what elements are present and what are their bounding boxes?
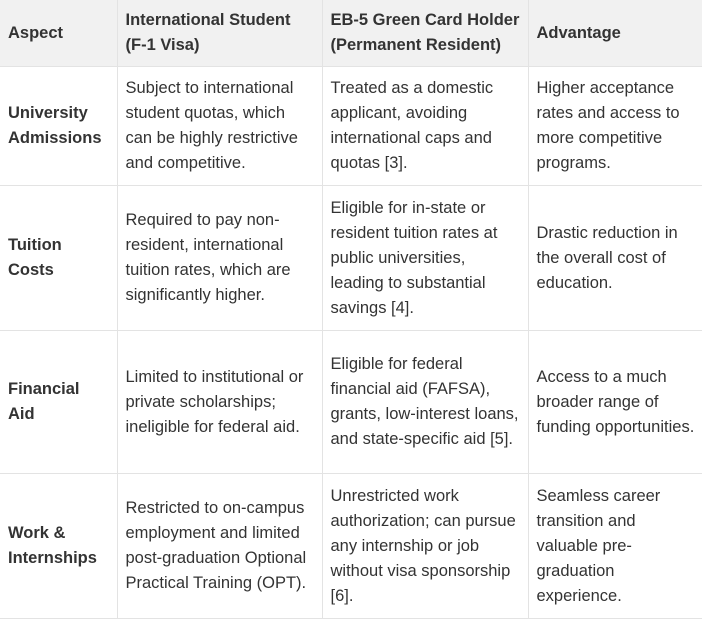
table-header — [0, 0, 702, 67]
cell-eb5: Unrestricted work authorization; can pursue any internship or job without visa sponsorship [6]. — [322, 474, 528, 619]
cell-advantage: Higher acceptance rates and access to more competitive programs. — [528, 67, 702, 186]
cell-eb5: Treated as a domestic applicant, avoiding international caps and quotas [3]. — [322, 67, 528, 186]
header-f1-student: International Student (F-1 Visa) — [117, 0, 322, 67]
row-aspect: Work & Internships — [0, 474, 117, 619]
header-row — [0, 0, 702, 67]
cell-advantage: Access to a much broader range of funding opportunities. — [528, 331, 702, 474]
cell-eb5: Eligible for federal financial aid (FAFSA), grants, low-interest loans, and state-specific aid [5]. — [322, 331, 528, 474]
table-body — [0, 67, 702, 619]
table-row — [0, 474, 702, 619]
cell-eb5: Eligible for in-state or resident tuition rates at public universities, leading to substantial savings [4]. — [322, 186, 528, 331]
row-aspect: Tuition Costs — [0, 186, 117, 331]
table-row — [0, 67, 702, 186]
row-aspect: University Admissions — [0, 67, 117, 186]
cell-f1: Subject to international student quotas, which can be highly restrictive and competitive. — [117, 67, 322, 186]
header-aspect: Aspect — [0, 0, 117, 67]
header-eb5-holder: EB-5 Green Card Holder (Permanent Resident) — [322, 0, 528, 67]
cell-f1: Limited to institutional or private scholarships; ineligible for federal aid. — [117, 331, 322, 474]
table-row — [0, 331, 702, 474]
row-aspect: Financial Aid — [0, 331, 117, 474]
cell-f1: Restricted to on-campus employment and limited post-graduation Optional Practical Training (OPT). — [117, 474, 322, 619]
cell-advantage: Seamless career transition and valuable pre-graduation experience. — [528, 474, 702, 619]
cell-advantage: Drastic reduction in the overall cost of education. — [528, 186, 702, 331]
table-row — [0, 186, 702, 331]
cell-f1: Required to pay non-resident, international tuition rates, which are significantly higher. — [117, 186, 322, 331]
header-advantage: Advantage — [528, 0, 702, 67]
